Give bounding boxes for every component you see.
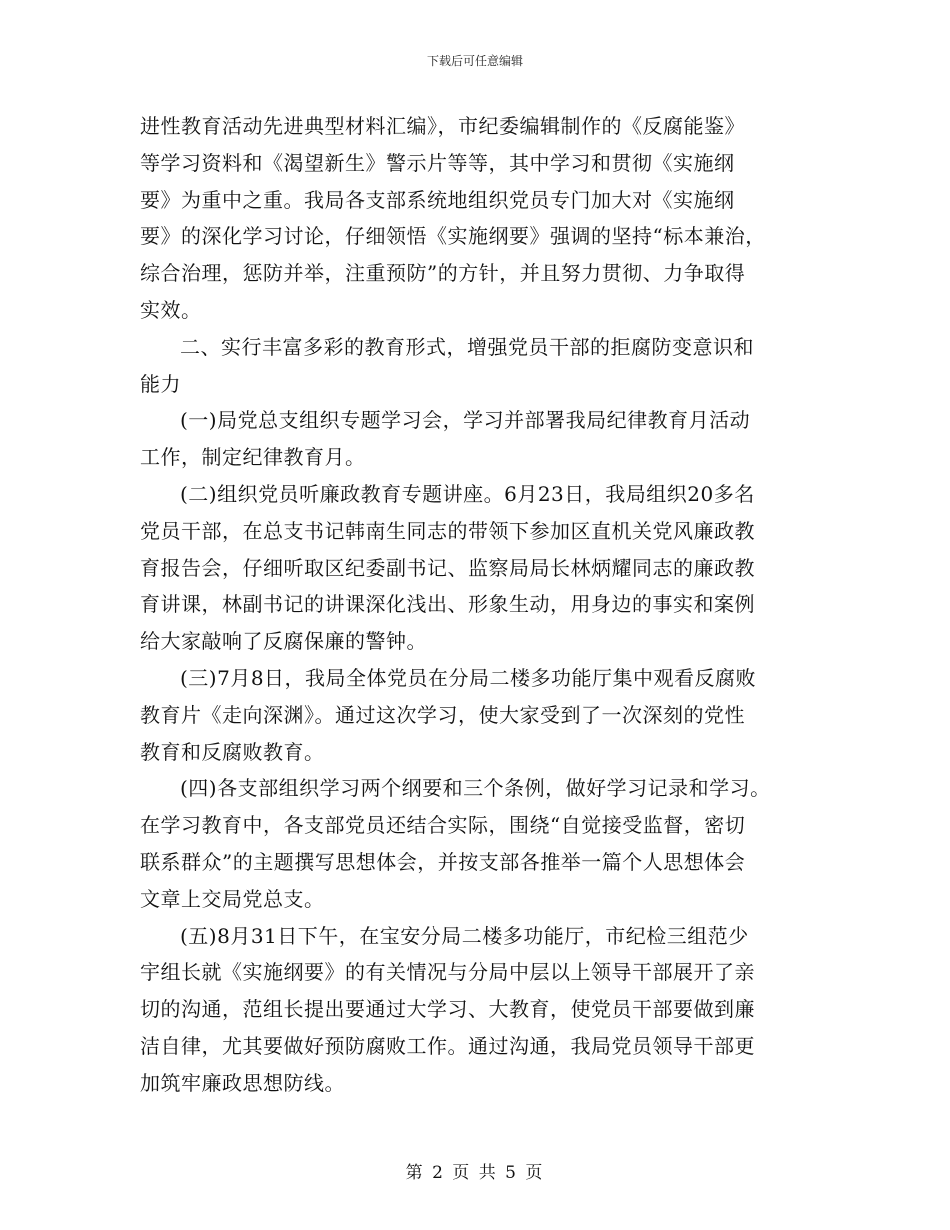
text-line: 宇组长就《实施纲要》的有关情况与分局中层以上领导干部展开了亲 xyxy=(140,960,755,985)
text-line: 联系群众”的主题撰写思想体会，并按支部各推举一篇个人思想体会 xyxy=(140,849,746,874)
text-line: 给大家敲响了反腐保廉的警钟。 xyxy=(140,629,427,654)
text-line: 能力 xyxy=(140,371,181,396)
text-line: (三)7月8日，我局全体党员在分局二楼多功能厅集中观看反腐败 xyxy=(180,665,757,690)
text-line: 要》为重中之重。我局各支部系统地组织党员专门加大对《实施纲 xyxy=(140,187,735,212)
text-line: 切的沟通，范组长提出要通过大学习、大教育，使党员干部要做到廉 xyxy=(140,997,755,1022)
text-line: 二、实行丰富多彩的教育形式，增强党员干部的拒腐防变意识和 xyxy=(180,334,754,359)
text-line: 洁自律，尤其要做好预防腐败工作。通过沟通，我局党员领导干部更 xyxy=(140,1033,755,1058)
page-header: 下载后可任意编辑 xyxy=(426,54,523,68)
text-line: 文章上交局党总支。 xyxy=(140,886,325,911)
document-body xyxy=(140,108,812,1102)
text-line: 育讲课，林副书记的讲课深化浅出、形象生动，用身边的事实和案例 xyxy=(140,592,755,617)
text-line: 工作，制定纪律教育月。 xyxy=(140,445,366,470)
text-line: (四)各支部组织学习两个纲要和三个条例，做好学习记录和学习。 xyxy=(180,776,771,801)
text-line: (一)局党总支组织专题学习会，学习并部署我局纪律教育月活动 xyxy=(180,408,751,433)
text-line: 在学习教育中，各支部党员还结合实际，围绕“自觉接受监督，密切 xyxy=(140,813,746,838)
text-line: 教育片《走向深渊》。通过这次学习，使大家受到了一次深刻的党性 xyxy=(140,702,745,727)
text-line: 综合治理，惩防并举，注重预防”的方针，并且努力贯彻、力争取得 xyxy=(140,261,746,286)
text-line: 要》的深化学习讨论，仔细领悟《实施纲要》强调的坚持“标本兼治， xyxy=(140,224,766,249)
text-line: (二)组织党员听廉政教育专题讲座。6月23日，我局组织20多名 xyxy=(180,481,755,506)
text-line: 实效。 xyxy=(140,297,202,322)
text-line: 进性教育活动先进典型材料汇编》，市纪委编辑制作的《反腐能鉴》 xyxy=(140,114,745,138)
text-line: 教育和反腐败教育。 xyxy=(140,739,325,764)
text-line: 加筑牢廉政思想防线。 xyxy=(140,1070,345,1095)
text-line: 党员干部，在总支书记韩南生同志的带领下参加区直机关党风廉政教 xyxy=(140,518,755,543)
text-line: 育报告会，仔细听取区纪委副书记、监察局局长林炳耀同志的廉政教 xyxy=(140,555,755,580)
page-footer: 第 2 页 共 5 页 xyxy=(405,1163,545,1183)
text-line: (五)8月31日下午，在宝安分局二楼多功能厅，市纪检三组范少 xyxy=(180,923,749,948)
text-line: 等学习资料和《渴望新生》警示片等等，其中学习和贯彻《实施纲 xyxy=(140,150,735,175)
